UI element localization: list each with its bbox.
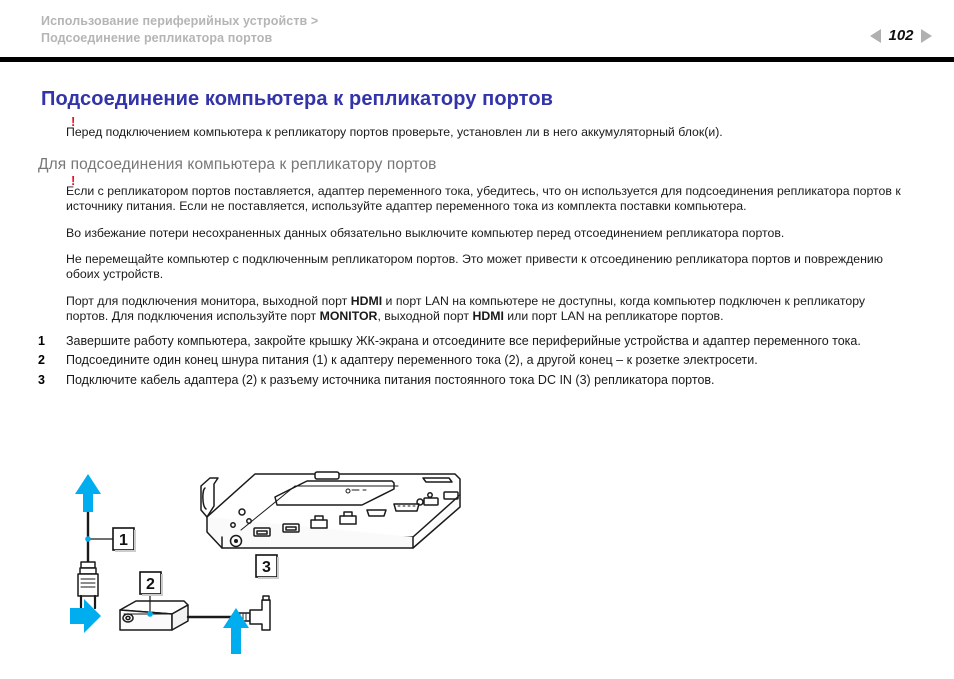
note-block-2 bbox=[0, 173, 954, 214]
note-text-5 bbox=[0, 294, 954, 325]
step-item bbox=[0, 353, 914, 369]
step-number: 2 bbox=[38, 353, 45, 368]
callout-3 bbox=[256, 555, 279, 579]
connection-diagram bbox=[0, 462, 954, 674]
note5-segment-3: , выходной порт bbox=[377, 309, 473, 324]
power-cord-illustration bbox=[78, 505, 112, 608]
step-number: 3 bbox=[38, 372, 45, 387]
page-header bbox=[0, 0, 954, 58]
step-number: 1 bbox=[38, 333, 45, 348]
triangle-left-icon[interactable] bbox=[870, 29, 881, 43]
triangle-right-icon[interactable] bbox=[921, 29, 932, 43]
warning-icon: ! bbox=[71, 114, 76, 129]
note5-segment-4: или порт LAN на репликаторе портов. bbox=[503, 309, 724, 324]
page-number: 102 bbox=[888, 27, 914, 44]
breadcrumb-line-1: Использование периферийных устройств > bbox=[41, 14, 319, 28]
note-text-3: Во избежание потери несохраненных данных обязательно выключите компьютер перед отсоединением репликатора портов. bbox=[66, 225, 785, 240]
breadcrumb-line-2: Подсоединение репликатора портов bbox=[41, 31, 273, 45]
callout-1-label: 1 bbox=[119, 532, 128, 549]
arrow-bent-to-adapter bbox=[70, 599, 101, 633]
breadcrumb bbox=[41, 13, 318, 47]
note5-segment-1: Порт для подключения монитора, выходной порт bbox=[66, 293, 351, 308]
hdmi-term-2: HDMI bbox=[472, 309, 504, 324]
port-replicator-illustration bbox=[201, 472, 460, 548]
page-title: Подсоединение компьютера к репликатору портов bbox=[41, 88, 554, 110]
section-subtitle: Для подсоединения компьютера к репликатору портов bbox=[38, 156, 437, 174]
warning-icon: ! bbox=[71, 173, 76, 189]
hdmi-term-1: HDMI bbox=[350, 293, 383, 308]
step-text: Завершите работу компьютера, закройте крышку ЖК-экрана и отсоедините все периферийные устройства и адаптер переменного тока. bbox=[66, 333, 861, 348]
step-item bbox=[0, 334, 914, 350]
callout-2-label: 2 bbox=[146, 576, 155, 593]
callout-3-label: 3 bbox=[262, 559, 271, 576]
instruction-steps bbox=[0, 334, 954, 389]
note-block-1 bbox=[0, 114, 954, 140]
step-item bbox=[0, 373, 914, 389]
monitor-term: MONITOR bbox=[319, 309, 378, 324]
ac-adapter-illustration bbox=[120, 594, 270, 630]
arrow-up-cord bbox=[75, 474, 101, 512]
note-text-4: Не перемещайте компьютер с подключенным репликатором портов. Это может привести к отсоединению репликатора портов и повреждению обоих устройств. bbox=[66, 252, 883, 282]
page-navigation bbox=[870, 27, 932, 44]
note5-segment-2: и порт LAN на компьютере не доступны, когда компьютер подключен к репликатору портов. Для подключения используйте порт bbox=[66, 293, 866, 324]
note-text-1: Перед подключением компьютера к репликатору портов проверьте, установлен ли в него аккумуляторный блок(и). bbox=[66, 125, 723, 139]
callout-1 bbox=[113, 528, 136, 552]
step-text: Подсоедините один конец шнура питания (1) к адаптеру переменного тока (2), а другой конец – к розетке электросети. bbox=[66, 353, 758, 368]
step-text: Подключите кабель адаптера (2) к разъему источника питания постоянного тока DC IN (3) репликатора портов. bbox=[66, 372, 715, 387]
note-text-2: Если с репликатором портов поставляется, адаптер переменного тока, убедитесь, что он используется для подсоединения репликатора портов к источнику питания. Если не поставляется, используйте адаптер переменного тока из комплекта поставки компьютера. bbox=[66, 184, 901, 214]
callout-2 bbox=[140, 572, 163, 596]
page-content bbox=[0, 62, 954, 388]
